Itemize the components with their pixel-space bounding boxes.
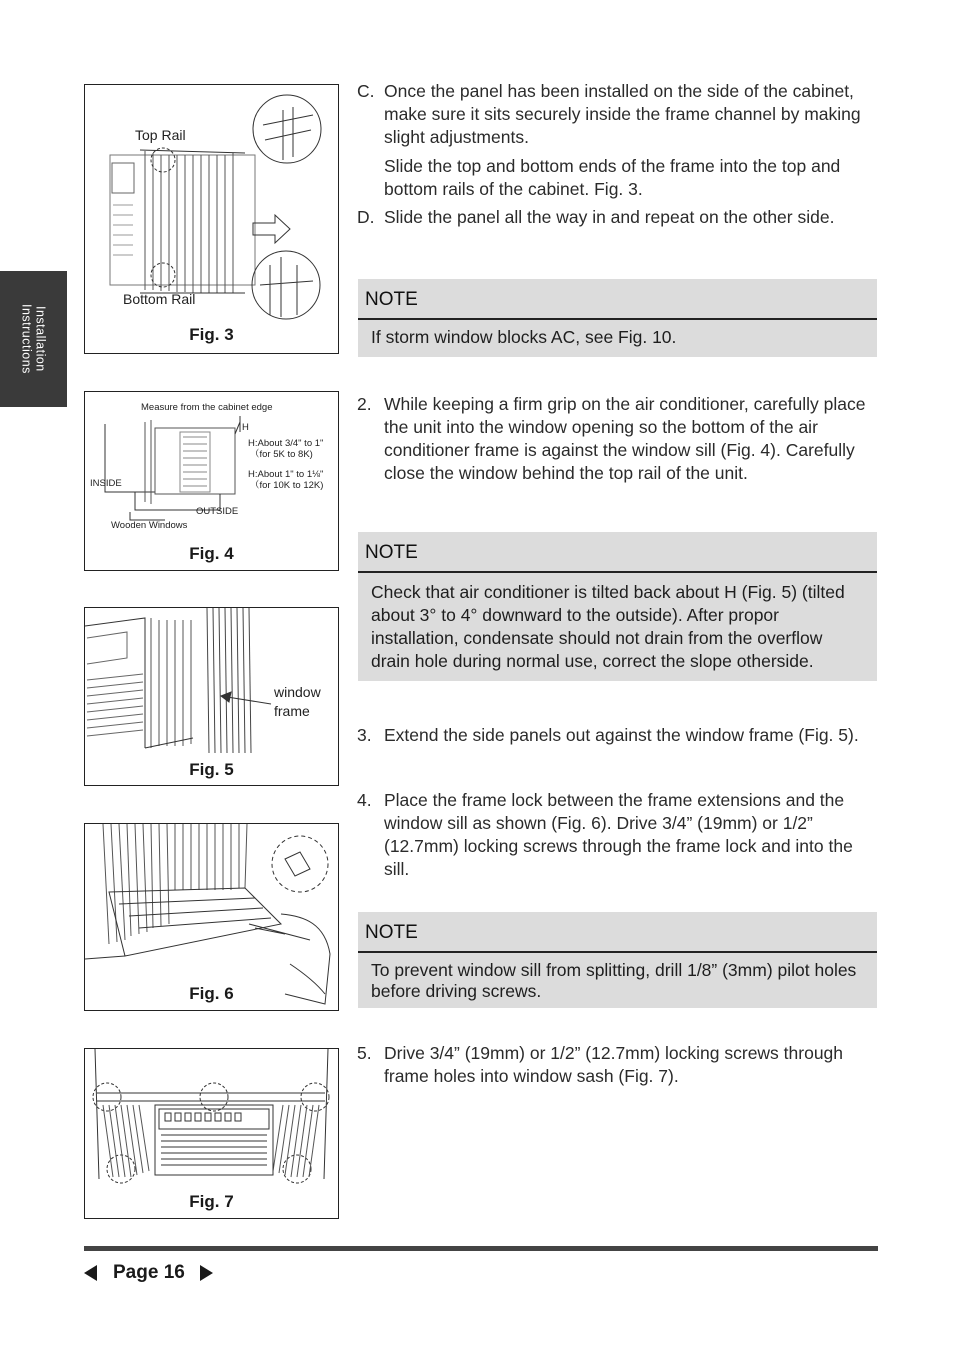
step-d-text: Slide the panel all the way in and repeat on the other side. <box>384 207 835 227</box>
footer-divider <box>84 1246 878 1251</box>
note-1-text: If storm window blocks AC, see Fig. 10. <box>371 327 677 347</box>
step-5-marker: 5. <box>357 1043 372 1063</box>
fig6-illustration <box>85 824 338 1010</box>
step-3-text: Extend the side panels out against the window frame (Fig. 5). <box>384 725 859 745</box>
fig3-caption: Fig. 3 <box>189 325 234 344</box>
page-number: Page 16 <box>113 1262 185 1283</box>
fig4-measure-label: Measure from the cabinet edge <box>141 402 273 413</box>
step-5-text: Drive 3/4” (19mm) or 1/2” (12.7mm) locking screws through frame holes into window sash (Fig. 7). <box>384 1043 844 1086</box>
figure-3 <box>84 84 339 354</box>
step-4 <box>357 789 872 881</box>
step-d-marker: D. <box>357 207 375 227</box>
note-box-3 <box>358 912 877 1008</box>
fig3-illustration <box>85 85 338 353</box>
step-3-marker: 3. <box>357 725 372 745</box>
step-4-marker: 4. <box>357 790 372 810</box>
fig7-caption: Fig. 7 <box>189 1192 234 1211</box>
step-3 <box>357 724 872 747</box>
step-2-marker: 2. <box>357 394 372 414</box>
figure-4 <box>84 391 339 571</box>
figure-6 <box>84 823 339 1011</box>
step-2 <box>357 393 872 485</box>
step-c-paragraph-1: Once the panel has been installed on the side of the cabinet, make sure it sits securely inside the frame channel by making slight adjustments. <box>384 81 861 147</box>
fig3-bottom-rail-label: Bottom Rail <box>123 291 196 307</box>
note-3-heading: NOTE <box>358 912 877 953</box>
previous-page-icon[interactable] <box>84 1265 97 1281</box>
fig4-wooden-label: Wooden Windows <box>111 520 188 531</box>
step-2-text: While keeping a firm grip on the air conditioner, carefully place the unit into the window opening so the bottom of the air conditioner frame is against the window sill (Fig. 4). Carefully close the window behind the top rail of the unit. <box>384 394 866 483</box>
note-box-1 <box>358 279 877 357</box>
fig5-caption: Fig. 5 <box>189 760 234 779</box>
note-3-text: To prevent window sill from splitting, drill 1/8” (3mm) pilot holes before driving screws. <box>371 960 857 1001</box>
fig4-h2-label: H:About 1" to 1⅛" <box>248 469 324 480</box>
note-2-text: Check that air conditioner is tilted back about H (Fig. 5) (tilted about 3° to 4° downward to the outside). After propor installation, condensate should not drain from the overflow drain hole during normal use, correct the slope otherside. <box>371 582 845 671</box>
fig5-window-frame-label: window frame <box>274 684 321 719</box>
fig4-inside-label: INSIDE <box>90 478 122 489</box>
step-c-marker: C. <box>357 81 375 101</box>
fig3-top-rail-label: Top Rail <box>135 127 186 143</box>
fig4-h-label: H <box>242 422 249 433</box>
note-1-heading: NOTE <box>358 279 877 320</box>
step-5 <box>357 1042 872 1088</box>
fig4-outside-label: OUTSIDE <box>196 506 239 517</box>
step-c <box>357 80 872 201</box>
step-c-paragraph-2: Slide the top and bottom ends of the frame into the top and bottom rails of the cabinet. Fig. 3. <box>384 156 841 199</box>
fig4-caption: Fig. 4 <box>189 544 234 563</box>
fig4-h2-sub-label: （for 10K to 12K) <box>250 480 324 491</box>
step-d <box>357 206 872 229</box>
figure-7 <box>84 1048 339 1219</box>
side-tab-label: Installation Instructions <box>19 304 48 374</box>
note-box-2 <box>358 532 877 681</box>
fig4-h1-label: H:About 3/4" to 1" <box>248 438 324 449</box>
fig6-caption: Fig. 6 <box>189 984 234 1003</box>
step-4-text: Place the frame lock between the frame extensions and the window sill as shown (Fig. 6). Drive 3/4” (19mm) or 1/2” (12.7mm) locking screws through the frame lock and into the sill. <box>384 790 853 879</box>
fig4-h1-sub-label: （for 5K to 8K) <box>250 449 313 460</box>
page-navigation <box>84 1258 213 1288</box>
next-page-icon[interactable] <box>200 1265 213 1281</box>
note-2-heading: NOTE <box>358 532 877 573</box>
side-tab <box>0 271 67 407</box>
figure-5 <box>84 607 339 786</box>
